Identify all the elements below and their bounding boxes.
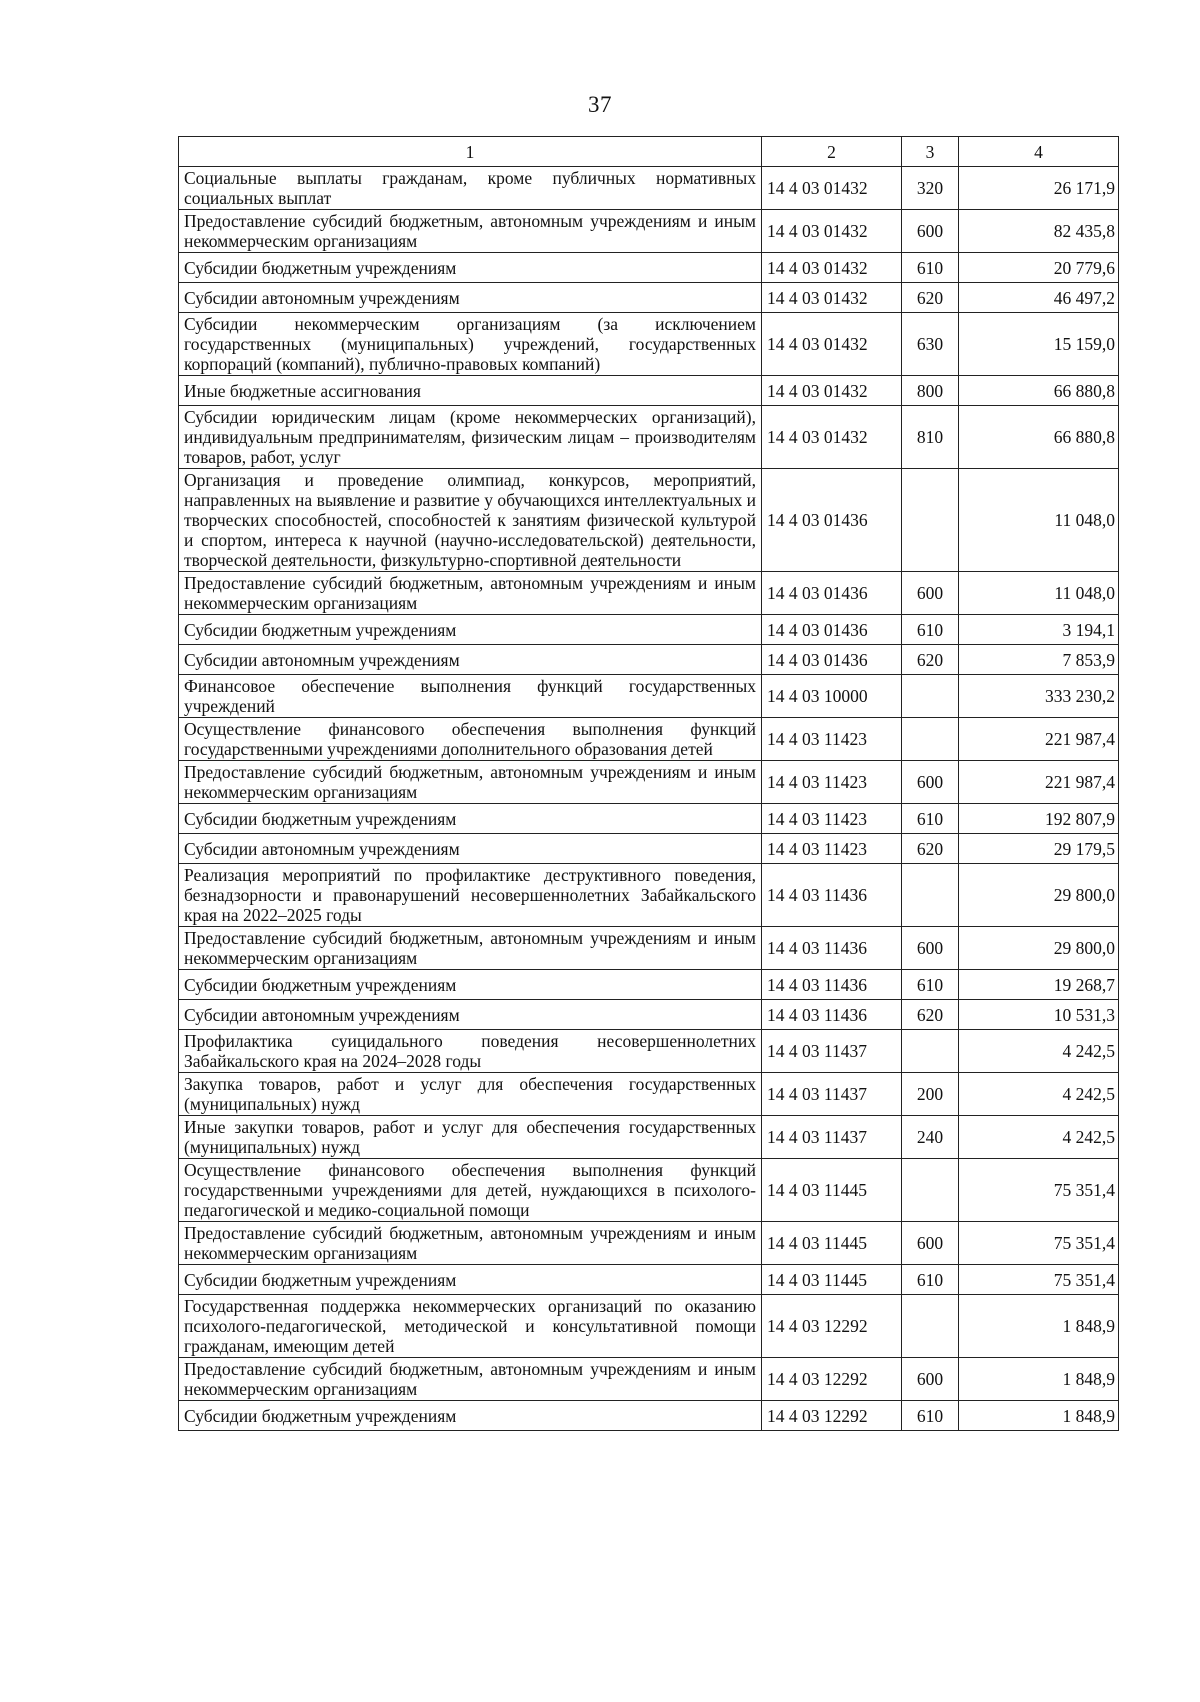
row-sum: 29 800,0 (959, 864, 1119, 927)
row-code: 14 4 03 10000 (762, 675, 902, 718)
row-expense-type: 600 (902, 761, 959, 804)
row-sum: 75 351,4 (959, 1159, 1119, 1222)
column-header: 1 (179, 137, 762, 167)
row-expense-type: 610 (902, 253, 959, 283)
table-row (179, 864, 1119, 927)
row-sum: 19 268,7 (959, 970, 1119, 1000)
row-name: Субсидии бюджетным учреждениям (179, 1265, 762, 1295)
row-name: Профилактика суицидального поведения несовершеннолетних Забайкальского края на 2024–2028 годы (179, 1030, 762, 1073)
row-sum: 4 242,5 (959, 1116, 1119, 1159)
row-sum: 1 848,9 (959, 1358, 1119, 1401)
row-code: 14 4 03 01432 (762, 313, 902, 376)
row-expense-type: 610 (902, 615, 959, 645)
row-sum: 4 242,5 (959, 1073, 1119, 1116)
row-sum: 333 230,2 (959, 675, 1119, 718)
budget-table (178, 136, 1119, 1431)
row-expense-type (902, 864, 959, 927)
row-sum: 26 171,9 (959, 167, 1119, 210)
row-sum: 29 800,0 (959, 927, 1119, 970)
row-sum: 3 194,1 (959, 615, 1119, 645)
row-code: 14 4 03 01432 (762, 283, 902, 313)
row-expense-type: 630 (902, 313, 959, 376)
row-name: Закупка товаров, работ и услуг для обеспечения государственных (муниципальных) нужд (179, 1073, 762, 1116)
row-expense-type: 610 (902, 804, 959, 834)
row-name: Организация и проведение олимпиад, конкурсов, мероприятий, направленных на выявление и развитие у обучающихся интеллектуальных и творческих способностей, способностей к занятиям физической культурой и спортом, интереса к научной (научно-исследовательской) деятельности, творческой деятельности, физкультурно-спортивной деятельности (179, 469, 762, 572)
row-name: Предоставление субсидий бюджетным, автономным учреждениям и иным некоммерческим организациям (179, 1222, 762, 1265)
row-expense-type (902, 718, 959, 761)
header-row (179, 137, 1119, 167)
row-expense-type: 600 (902, 1222, 959, 1265)
row-sum: 221 987,4 (959, 718, 1119, 761)
row-code: 14 4 03 11445 (762, 1265, 902, 1295)
row-code: 14 4 03 12292 (762, 1401, 902, 1431)
table-row (179, 376, 1119, 406)
row-name: Предоставление субсидий бюджетным, автономным учреждениям и иным некоммерческим организациям (179, 761, 762, 804)
row-name: Осуществление финансового обеспечения выполнения функций государственными учреждениями дополнительного образования детей (179, 718, 762, 761)
row-name: Субсидии бюджетным учреждениям (179, 970, 762, 1000)
table-row (179, 804, 1119, 834)
row-code: 14 4 03 01432 (762, 210, 902, 253)
table-row (179, 1116, 1119, 1159)
row-name: Иные закупки товаров, работ и услуг для обеспечения государственных (муниципальных) нужд (179, 1116, 762, 1159)
row-expense-type: 600 (902, 927, 959, 970)
row-code: 14 4 03 11445 (762, 1159, 902, 1222)
row-sum: 11 048,0 (959, 469, 1119, 572)
row-code: 14 4 03 01436 (762, 572, 902, 615)
page-number: 37 (588, 92, 612, 117)
row-name: Предоставление субсидий бюджетным, автономным учреждениям и иным некоммерческим организациям (179, 927, 762, 970)
row-sum: 82 435,8 (959, 210, 1119, 253)
row-sum: 11 048,0 (959, 572, 1119, 615)
row-name: Финансовое обеспечение выполнения функций государственных учреждений (179, 675, 762, 718)
row-expense-type: 200 (902, 1073, 959, 1116)
column-header: 3 (902, 137, 959, 167)
row-sum: 75 351,4 (959, 1265, 1119, 1295)
table-row (179, 283, 1119, 313)
row-name: Субсидии бюджетным учреждениям (179, 1401, 762, 1431)
row-code: 14 4 03 11445 (762, 1222, 902, 1265)
table-row (179, 761, 1119, 804)
row-name: Предоставление субсидий бюджетным, автономным учреждениям и иным некоммерческим организациям (179, 1358, 762, 1401)
row-sum: 221 987,4 (959, 761, 1119, 804)
row-sum: 192 807,9 (959, 804, 1119, 834)
row-code: 14 4 03 11437 (762, 1030, 902, 1073)
row-code: 14 4 03 01432 (762, 167, 902, 210)
row-name: Субсидии бюджетным учреждениям (179, 253, 762, 283)
row-name: Осуществление финансового обеспечения выполнения функций государственными учреждениями для детей, нуждающихся в психолого-педагогической и медико-социальной помощи (179, 1159, 762, 1222)
row-code: 14 4 03 11423 (762, 834, 902, 864)
row-expense-type: 600 (902, 210, 959, 253)
table-row (179, 253, 1119, 283)
table-row (179, 1159, 1119, 1222)
table-row (179, 1401, 1119, 1431)
row-code: 14 4 03 11436 (762, 1000, 902, 1030)
row-expense-type: 800 (902, 376, 959, 406)
table-row (179, 834, 1119, 864)
row-expense-type (902, 1295, 959, 1358)
row-expense-type: 620 (902, 283, 959, 313)
row-expense-type: 240 (902, 1116, 959, 1159)
row-code: 14 4 03 11423 (762, 718, 902, 761)
table-row (179, 572, 1119, 615)
row-sum: 66 880,8 (959, 376, 1119, 406)
row-sum: 7 853,9 (959, 645, 1119, 675)
table-row (179, 313, 1119, 376)
table-row (179, 1358, 1119, 1401)
row-expense-type (902, 469, 959, 572)
column-header: 2 (762, 137, 902, 167)
row-name: Субсидии бюджетным учреждениям (179, 804, 762, 834)
row-expense-type: 610 (902, 1265, 959, 1295)
row-sum: 4 242,5 (959, 1030, 1119, 1073)
row-expense-type: 620 (902, 834, 959, 864)
table-row (179, 167, 1119, 210)
row-sum: 15 159,0 (959, 313, 1119, 376)
row-name: Субсидии автономным учреждениям (179, 1000, 762, 1030)
row-code: 14 4 03 11436 (762, 864, 902, 927)
row-code: 14 4 03 01432 (762, 406, 902, 469)
table-row (179, 718, 1119, 761)
row-sum: 75 351,4 (959, 1222, 1119, 1265)
row-expense-type: 610 (902, 970, 959, 1000)
row-expense-type (902, 1159, 959, 1222)
row-code: 14 4 03 01432 (762, 253, 902, 283)
row-code: 14 4 03 11437 (762, 1073, 902, 1116)
table-row (179, 1295, 1119, 1358)
row-name: Субсидии автономным учреждениям (179, 834, 762, 864)
row-expense-type: 620 (902, 1000, 959, 1030)
table-row (179, 1265, 1119, 1295)
row-expense-type: 320 (902, 167, 959, 210)
row-code: 14 4 03 11423 (762, 761, 902, 804)
row-sum: 46 497,2 (959, 283, 1119, 313)
table-row (179, 1030, 1119, 1073)
row-name: Субсидии автономным учреждениям (179, 283, 762, 313)
table-row (179, 675, 1119, 718)
row-name: Реализация мероприятий по профилактике деструктивного поведения, безнадзорности и правонарушений несовершеннолетних Забайкальского края на 2022–2025 годы (179, 864, 762, 927)
table-row (179, 406, 1119, 469)
row-name: Иные бюджетные ассигнования (179, 376, 762, 406)
row-code: 14 4 03 11436 (762, 970, 902, 1000)
row-code: 14 4 03 11423 (762, 804, 902, 834)
row-code: 14 4 03 11436 (762, 927, 902, 970)
table-row (179, 469, 1119, 572)
table-row (179, 927, 1119, 970)
table-row (179, 1000, 1119, 1030)
row-expense-type (902, 675, 959, 718)
table-row (179, 615, 1119, 645)
table-row (179, 210, 1119, 253)
row-sum: 1 848,9 (959, 1295, 1119, 1358)
table-body (179, 167, 1119, 1431)
table-row (179, 970, 1119, 1000)
row-code: 14 4 03 12292 (762, 1358, 902, 1401)
row-sum: 29 179,5 (959, 834, 1119, 864)
row-code: 14 4 03 01436 (762, 645, 902, 675)
table-row (179, 1222, 1119, 1265)
row-expense-type: 600 (902, 1358, 959, 1401)
table-row (179, 645, 1119, 675)
row-name: Субсидии юридическим лицам (кроме некоммерческих организаций), индивидуальным предпринимателям, физическим лицам – производителям товаров, работ, услуг (179, 406, 762, 469)
row-expense-type: 610 (902, 1401, 959, 1431)
row-sum: 20 779,6 (959, 253, 1119, 283)
row-expense-type: 620 (902, 645, 959, 675)
row-code: 14 4 03 11437 (762, 1116, 902, 1159)
row-name: Социальные выплаты гражданам, кроме публичных нормативных социальных выплат (179, 167, 762, 210)
row-name: Предоставление субсидий бюджетным, автономным учреждениям и иным некоммерческим организациям (179, 572, 762, 615)
row-code: 14 4 03 01436 (762, 469, 902, 572)
row-sum: 1 848,9 (959, 1401, 1119, 1431)
row-code: 14 4 03 01432 (762, 376, 902, 406)
row-name: Субсидии некоммерческим организациям (за исключением государственных (муниципальных) учреждений, государственных корпораций (компаний), публично-правовых компаний) (179, 313, 762, 376)
row-name: Субсидии бюджетным учреждениям (179, 615, 762, 645)
row-expense-type (902, 1030, 959, 1073)
row-code: 14 4 03 12292 (762, 1295, 902, 1358)
row-name: Государственная поддержка некоммерческих организаций по оказанию психолого-педагогической, методической и консультативной помощи гражданам, имеющим детей (179, 1295, 762, 1358)
column-header: 4 (959, 137, 1119, 167)
row-expense-type: 810 (902, 406, 959, 469)
row-sum: 10 531,3 (959, 1000, 1119, 1030)
row-name: Субсидии автономным учреждениям (179, 645, 762, 675)
table-row (179, 1073, 1119, 1116)
row-sum: 66 880,8 (959, 406, 1119, 469)
row-name: Предоставление субсидий бюджетным, автономным учреждениям и иным некоммерческим организациям (179, 210, 762, 253)
row-code: 14 4 03 01436 (762, 615, 902, 645)
row-expense-type: 600 (902, 572, 959, 615)
